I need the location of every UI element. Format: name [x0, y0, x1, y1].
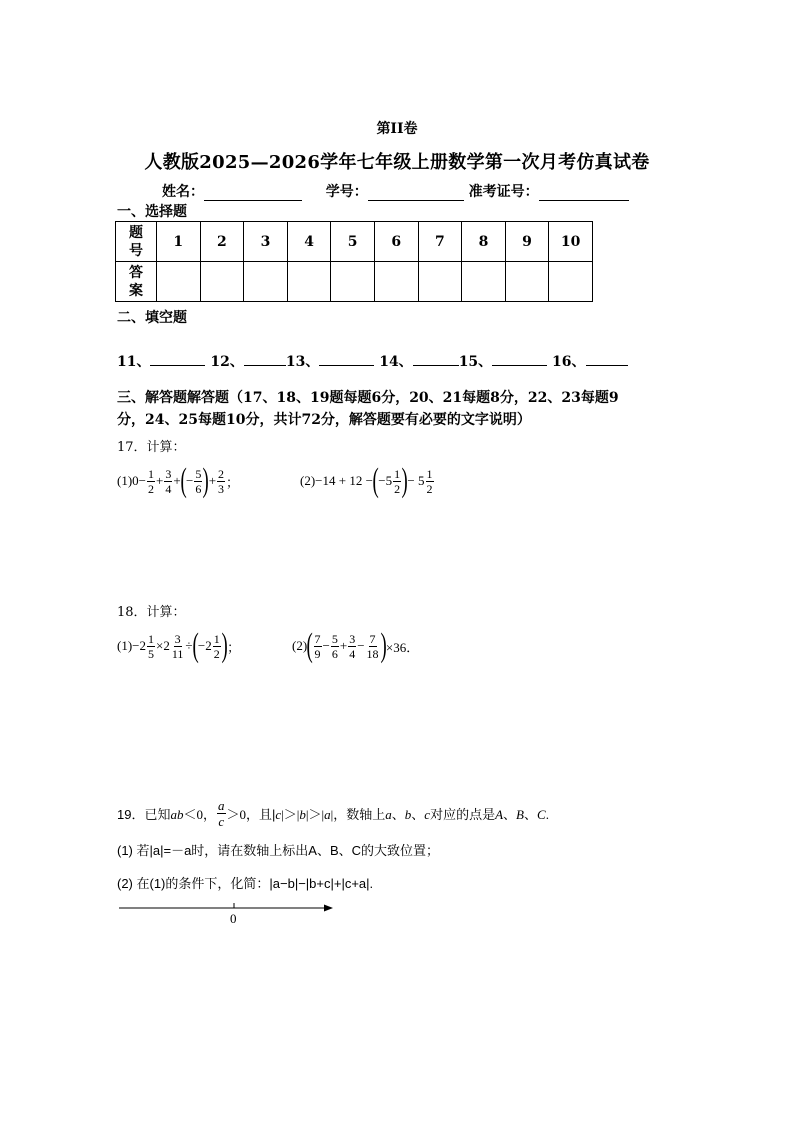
part-prefix: (2)	[300, 473, 316, 488]
section-2-title: 二、填空题	[117, 310, 187, 326]
fraction: $\frac{1}{5}$	[148, 631, 155, 661]
q19-text: 19．已知	[117, 806, 171, 822]
exam-number-label: 准考证号：	[468, 184, 539, 200]
axis-arrow-icon	[324, 905, 333, 912]
question-number-cell: 1	[157, 222, 201, 262]
blank-line[interactable]	[319, 353, 374, 366]
answer-cell[interactable]	[505, 262, 549, 302]
answer-cell[interactable]	[331, 262, 375, 302]
question-number-cell: 9	[505, 222, 549, 262]
answer-cell[interactable]	[549, 262, 593, 302]
fraction: $\frac{5}{6}$	[195, 466, 202, 496]
fraction: $\frac{7}{9}$	[314, 631, 321, 661]
name-blank[interactable]	[204, 186, 302, 201]
fraction: $\frac{1}{2}$	[213, 631, 220, 661]
answer-cell[interactable]	[157, 262, 201, 302]
answer-cell[interactable]	[462, 262, 506, 302]
section-3-title-line2: 分，24、25每题10分，共计72分，解答题要有必要的文字说明）	[117, 412, 531, 428]
part-suffix: ；	[227, 639, 241, 655]
answer-cell[interactable]	[374, 262, 418, 302]
header-char: 案	[129, 282, 143, 299]
blank-label: 12、	[210, 354, 244, 370]
name-label: 姓名：	[162, 184, 204, 200]
answer-table	[115, 221, 593, 302]
blank-label: 11、	[117, 354, 151, 370]
section-1-title: 一、选择题	[117, 204, 187, 220]
fraction: $\frac{5}{6}$	[331, 631, 338, 661]
exam-title: 人教版2025—2026学年七年级上册数学第一次月考仿真试卷	[144, 152, 650, 173]
header-char: 答	[129, 264, 143, 281]
fraction: $\frac{a}{c}$	[218, 797, 225, 829]
part-suffix: ；	[226, 474, 240, 490]
blank-line[interactable]	[244, 353, 286, 366]
header-cell-answer	[116, 262, 157, 302]
volume-label: 第II卷	[376, 121, 418, 137]
table-row-answers	[116, 262, 593, 302]
question-number-cell: 10	[549, 222, 593, 262]
expr-text: −14 + 12 −	[315, 473, 373, 488]
question-number-cell: 5	[331, 222, 375, 262]
student-id-blank[interactable]	[368, 186, 464, 201]
header-char: 号	[129, 242, 143, 259]
fraction: $\frac{2}{3}$	[218, 466, 225, 496]
fraction: $\frac{1}{2}$	[426, 466, 433, 496]
q19-text: ，数轴上	[333, 806, 386, 822]
q17-part1: (1)0 − $\frac{1}{2}$ + $\frac{3}{4}$ + ( − $\frac{5}{6}$ ) + $\frac{2}{3}$ ；	[117, 462, 240, 499]
q18-label: 18．计算：	[117, 605, 186, 620]
question-number-cell: 4	[287, 222, 331, 262]
expr-text: − 5	[407, 473, 425, 488]
answer-cell[interactable]	[418, 262, 462, 302]
fraction: $\frac{3}{11}$	[171, 631, 184, 661]
question-number-cell: 8	[462, 222, 506, 262]
blank-label: 13、	[285, 354, 320, 370]
part-prefix: (2)	[292, 638, 308, 653]
q17-part2: (2) −14 + 12 − ( −5 $\frac{1}{2}$ ) − 5 $\frac{1}{2}$	[300, 462, 433, 499]
axis-zero-label: 0	[230, 911, 237, 926]
blank-line[interactable]	[492, 353, 547, 366]
q17-label: 17．计算：	[117, 440, 186, 455]
number-line	[115, 898, 340, 928]
fraction: $\frac{3}{4}$	[349, 631, 356, 661]
section-3-title-line1: 三、解答题解答题（17、18、19题每题6分，20、21每题8分，22、23每题9	[117, 390, 619, 406]
blank-line[interactable]	[586, 353, 628, 366]
question-number-cell: 2	[200, 222, 244, 262]
fraction: $\frac{1}{2}$	[394, 466, 401, 496]
q19-line3: (2) 在(1)的条件下，化简：|a−b|−|b+c|+|c+a|.	[117, 876, 374, 891]
answer-cell[interactable]	[200, 262, 244, 302]
fraction: $\frac{3}{4}$	[165, 466, 172, 496]
part-prefix: (1)0	[117, 473, 139, 488]
q19-text: ，	[202, 806, 216, 822]
header-cell-question	[116, 222, 157, 262]
part-suffix: ×36．	[385, 639, 420, 655]
q19-line1: 19．已知 ab＜0 ， $\frac{a}{c}$ ＞0 ，且| c|＞|b|＞|a| ，数轴上 a、b、c 对应的点是 A、B、C.	[117, 797, 549, 829]
fraction: $\frac{1}{2}$	[148, 466, 155, 496]
question-number-cell: 6	[374, 222, 418, 262]
question-number-cell: 7	[418, 222, 462, 262]
answer-cell[interactable]	[287, 262, 331, 302]
answer-cell[interactable]	[244, 262, 288, 302]
q19-text: ，且|	[246, 806, 276, 822]
blank-label: 16、	[552, 354, 586, 370]
blank-label: 15、	[458, 354, 493, 370]
header-char: 题	[129, 224, 143, 241]
student-info-row	[162, 181, 629, 201]
question-number-cell: 3	[244, 222, 288, 262]
table-row-numbers	[116, 222, 593, 262]
exam-number-blank[interactable]	[539, 186, 629, 201]
q19-line2: (1) 若|a|=－a时，请在数轴上标出A、B、C的大致位置；	[117, 843, 440, 858]
blank-line[interactable]	[150, 353, 205, 366]
q18-part1: (1) −2 $\frac{1}{5}$ ×2 $\frac{3}{11}$ ÷ ( −2 $\frac{1}{2}$ ) ；	[117, 627, 241, 664]
fraction: $\frac{7}{18}$	[366, 631, 379, 661]
part-prefix: (1)	[117, 638, 133, 653]
q18-part2: (2) ( $\frac{7}{9}$ − $\frac{5}{6}$ + $\frac{3}{4}$ − $\frac{7}{18}$ ) ×36．	[292, 627, 420, 664]
student-id-label: 学号：	[325, 184, 368, 200]
blank-label: 14、	[379, 354, 413, 370]
blank-line[interactable]	[413, 353, 459, 366]
q19-text: 对应的点是	[430, 806, 496, 822]
fill-blank-row	[117, 351, 628, 371]
